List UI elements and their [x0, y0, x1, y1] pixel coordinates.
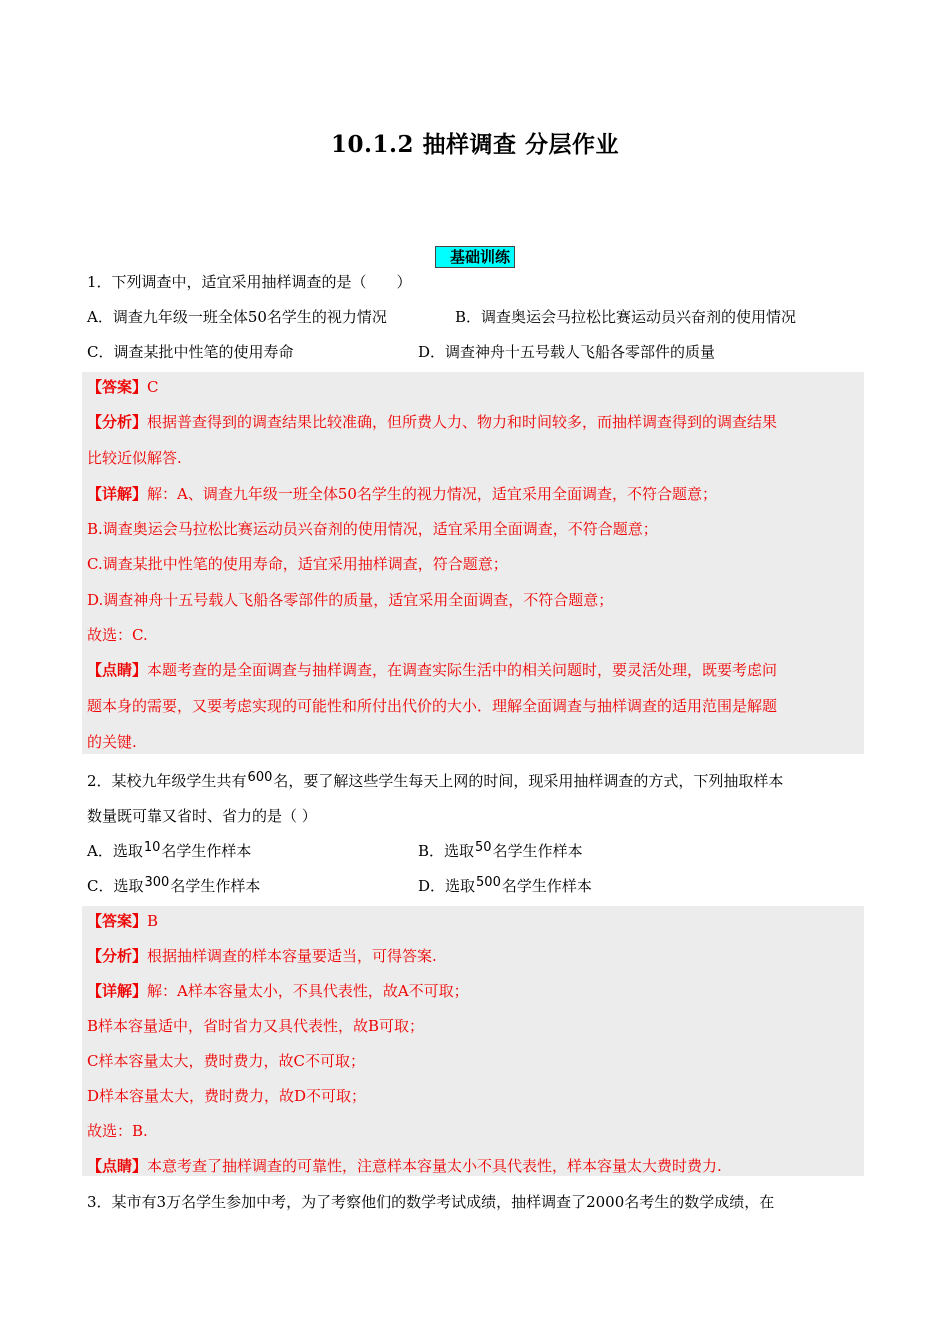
detail-tag: 【详解】	[87, 982, 148, 1000]
q2-analysis	[87, 946, 437, 966]
q1-answer	[87, 377, 159, 397]
answer-tag: 【答案】	[87, 912, 148, 930]
q2-option-b	[418, 841, 583, 863]
analysis-tag: 【分析】	[87, 413, 148, 431]
q2-option-c	[87, 876, 260, 898]
q2-c-pre: C．选取	[87, 877, 144, 895]
q2-d-number: 500	[476, 875, 501, 890]
comment-tag: 【点睛】	[87, 1157, 148, 1175]
detail-text: 解：A样本容量太小，不具代表性，故A不可取；	[147, 982, 469, 1000]
q1-analysis	[87, 412, 777, 432]
analysis-text: 根据抽样调查的样本容量要适当，可得答案.	[147, 947, 437, 965]
q1-option-a: A．调查九年级一班全体50名学生的视力情况	[87, 308, 387, 326]
q2-c-number: 300	[144, 875, 170, 890]
analysis-text: 根据普查得到的调查结果比较准确，但所费人力、物力和时间较多，而抽样调查得到的调查结果	[147, 413, 778, 431]
q2-stem	[87, 771, 783, 793]
q1-detail-c: C.调查某批中性笔的使用寿命，适宜采用抽样调查，符合题意；	[87, 555, 508, 573]
detail-text: 解：A、调查九年级一班全体50名学生的视力情况，适宜采用全面调查，不符合题意；	[147, 485, 717, 503]
detail-tag: 【详解】	[87, 485, 148, 503]
comment-text: 本题考查的是全面调查与抽样调查，在调查实际生活中的相关问题时，要灵活处理，既要考虑问	[147, 661, 778, 679]
q1-option-b: B．调查奥运会马拉松比赛运动员兴奋剂的使用情况	[455, 308, 797, 326]
q2-stem-cont: 数量既可靠又省时、省力的是（ ）	[87, 807, 317, 825]
q1-comment	[87, 660, 777, 680]
answer-value: B	[147, 912, 159, 930]
q1-comment-end: 的关键.	[87, 733, 137, 751]
q2-a-number: 10	[143, 840, 161, 855]
q2-detail-c: C样本容量太大，费时费力，故C不可取；	[87, 1052, 365, 1070]
q2-option-a	[87, 841, 251, 863]
page-title: 10.1.2 抽样调查 分层作业	[330, 131, 620, 158]
q1-detail	[87, 484, 717, 504]
q2-d-post: 名学生作样本	[501, 877, 592, 895]
answer-value: C	[147, 378, 159, 396]
comment-text: 本意考查了抽样调查的可靠性，注意样本容量太小不具代表性，样本容量太大费时费力.	[147, 1157, 722, 1175]
q2-b-pre: B．选取	[418, 842, 475, 860]
q2-detail-d: D样本容量太大，费时费力，故D不可取；	[87, 1087, 367, 1105]
q2-b-post: 名学生作样本	[492, 842, 583, 860]
analysis-tag: 【分析】	[87, 947, 148, 965]
q1-option-c: C．调查某批中性笔的使用寿命	[87, 343, 294, 361]
q2-c-post: 名学生作样本	[170, 877, 261, 895]
q1-option-d: D．调查神舟十五号载人飞船各零部件的质量	[418, 343, 716, 361]
q2-detail	[87, 981, 469, 1001]
q2-detail-choice: 故选：B.	[87, 1122, 148, 1140]
q1-stem: 1．下列调查中，适宜采用抽样调查的是（ ）	[87, 273, 412, 291]
q2-stem-number: 600	[247, 770, 273, 785]
q1-comment-cont: 题本身的需要，又要考虑实现的可能性和所付出代价的大小．理解全面调查与抽样调查的适用范围是解题	[87, 697, 778, 715]
q2-a-pre: A．选取	[87, 842, 143, 860]
comment-tag: 【点睛】	[87, 661, 148, 679]
q3-stem: 3．某市有3万名学生参加中考，为了考察他们的数学考试成绩，抽样调查了2000名考生的数学成绩，在	[87, 1193, 775, 1211]
q2-d-pre: D．选取	[418, 877, 476, 895]
q1-analysis-cont: 比较近似解答.	[87, 449, 182, 467]
q1-detail-b: B.调查奥运会马拉松比赛运动员兴奋剂的使用情况，适宜采用全面调查，不符合题意；	[87, 520, 658, 538]
q1-detail-choice: 故选：C.	[87, 626, 148, 644]
section-heading: 基础训练	[435, 246, 515, 268]
q2-stem-pre: 2．某校九年级学生共有	[87, 772, 247, 790]
q2-b-number: 50	[475, 840, 492, 855]
q2-option-d	[418, 876, 592, 898]
q2-a-post: 名学生作样本	[161, 842, 252, 860]
q2-stem-post: 名，要了解这些学生每天上网的时间，现采用抽样调查的方式，下列抽取样本	[273, 772, 784, 790]
q2-detail-b: B样本容量适中，省时省力又具代表性，故B可取；	[87, 1017, 425, 1035]
section-heading-wrap	[0, 246, 950, 268]
answer-tag: 【答案】	[87, 378, 148, 396]
q2-comment	[87, 1156, 722, 1176]
q2-answer	[87, 911, 158, 931]
q1-detail-d: D.调查神舟十五号载人飞船各零部件的质量，适宜采用全面调查，不符合题意；	[87, 591, 614, 609]
